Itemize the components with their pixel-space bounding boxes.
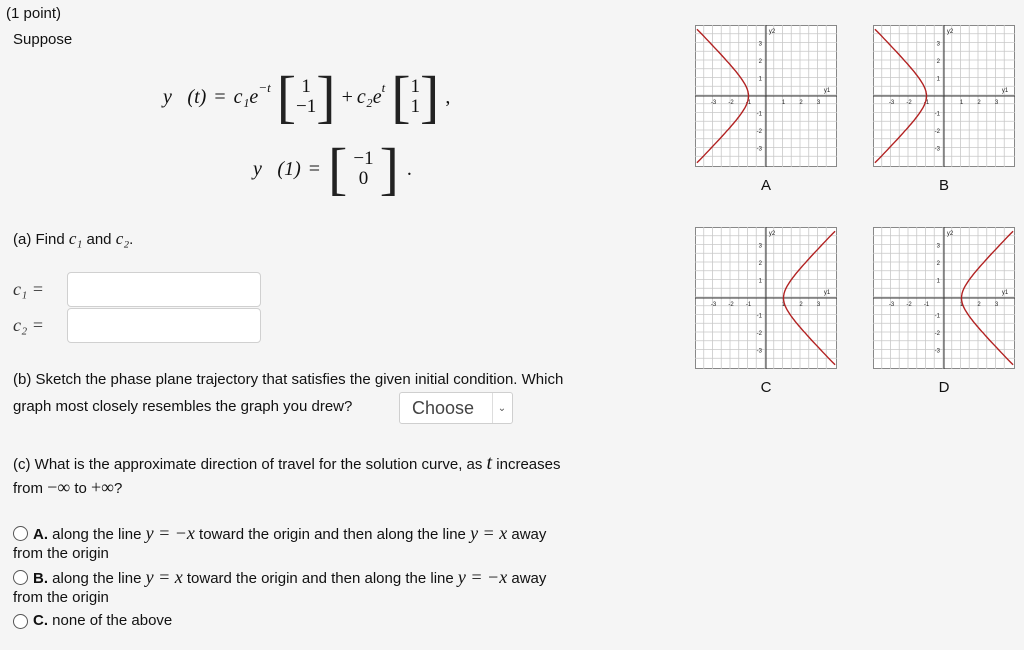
graph-b[interactable] <box>873 25 1015 167</box>
x-tick-label: 1 <box>781 100 786 106</box>
part-c-line2-pre: from <box>13 480 48 497</box>
option-b-line2: from the origin <box>13 589 109 606</box>
ic-lhs: y⃗(1) <box>253 157 301 180</box>
part-a-dot: . <box>129 231 134 248</box>
x-tick-label: 3 <box>816 302 821 308</box>
y-tick-label: 1 <box>758 76 762 83</box>
y-axis-label: y2 <box>768 29 776 35</box>
eq-exp2: t <box>381 80 386 95</box>
x-tick-label: -1 <box>923 100 930 106</box>
x-tick-label: -2 <box>728 100 734 106</box>
part-a-c2: c₂ <box>115 229 130 248</box>
option-c-text: none of the above <box>48 612 173 629</box>
solution-equation: y⃗(t) = c₁e $^{-t}$ [ 1 −1 ] + c₂e $^t$ [ 1 1 ] , <box>163 64 451 129</box>
y-tick-label: 3 <box>758 243 762 250</box>
part-c-line1 <box>13 452 560 475</box>
y-tick-label: -2 <box>934 129 940 135</box>
graph-c[interactable] <box>695 227 837 369</box>
y-tick-label: -1 <box>934 313 940 320</box>
suppose-text: Suppose <box>13 31 73 48</box>
ic-equals: = <box>308 157 321 180</box>
graph-d-label: D <box>938 379 950 396</box>
x-axis-label: y1 <box>1001 88 1009 94</box>
eigvec-2-top: 1 <box>410 76 421 97</box>
x-tick-label: 2 <box>799 302 803 308</box>
graph-b-label: B <box>938 177 949 194</box>
option-a-line1 <box>33 523 546 544</box>
x-tick-label: 2 <box>977 302 981 308</box>
x-tick-label: 1 <box>959 302 964 308</box>
x-tick-label: -3 <box>710 302 717 308</box>
c1-input[interactable] <box>67 272 261 307</box>
part-c-line1-post: increases <box>492 456 561 473</box>
y-tick-label: -1 <box>756 313 762 320</box>
x-tick-label: -3 <box>710 100 717 106</box>
graph-a-label: A <box>760 177 771 194</box>
part-c-to: to <box>70 480 92 497</box>
graph-d[interactable] <box>873 227 1015 369</box>
pos-inf: +∞ <box>91 477 114 497</box>
eq-equals: = <box>214 85 226 108</box>
y-tick-label: -2 <box>756 129 762 135</box>
option-c-radio[interactable] <box>13 614 28 629</box>
y-axis-label: y2 <box>768 231 776 237</box>
option-a-pre: along the line <box>48 526 146 543</box>
x-tick-label: -1 <box>923 302 930 308</box>
option-b-letter: B. <box>33 570 48 587</box>
y-tick-label: -2 <box>756 331 762 337</box>
chevron-down-icon: ⌄ <box>492 393 511 423</box>
option-b-line1 <box>33 567 546 588</box>
y-tick-label: 1 <box>936 278 940 285</box>
option-b-m1: y = x <box>145 567 183 587</box>
x-axis-label: y1 <box>1001 290 1009 296</box>
part-b-line2: graph most closely resembles the graph you drew? <box>13 398 353 415</box>
ic-bot: 0 <box>358 168 369 189</box>
eigvec-1-bot: −1 <box>296 96 317 117</box>
c1-label: c₁ = <box>13 279 44 299</box>
y-tick-label: -3 <box>756 348 762 355</box>
x-tick-label: -2 <box>906 302 912 308</box>
eq-c1-term: c₁e <box>233 85 259 108</box>
part-a-prompt <box>13 229 133 249</box>
option-a-letter: A. <box>33 526 48 543</box>
y-tick-label: 3 <box>936 41 940 48</box>
x-tick-label: -1 <box>745 302 752 308</box>
graph-select[interactable] <box>399 392 513 424</box>
x-tick-label: 2 <box>799 100 803 106</box>
y-tick-label: -3 <box>756 146 762 153</box>
y-axis-label: y2 <box>946 29 954 35</box>
y-tick-label: 2 <box>758 261 762 267</box>
option-b-radio[interactable] <box>13 570 28 585</box>
y-tick-label: 1 <box>758 278 762 285</box>
x-tick-label: -3 <box>888 302 895 308</box>
option-a-radio[interactable] <box>13 526 28 541</box>
option-b-post: away <box>507 570 547 587</box>
x-tick-label: -1 <box>745 100 752 106</box>
y-tick-label: 2 <box>936 261 940 267</box>
x-tick-label: -2 <box>906 100 912 106</box>
y-tick-label: 3 <box>758 41 762 48</box>
y-tick-label: 1 <box>936 76 940 83</box>
x-tick-label: 1 <box>781 302 786 308</box>
initial-condition: y⃗(1) = [ −1 0 ] . <box>253 136 412 201</box>
option-a-m1: y = −x <box>145 523 195 543</box>
part-c-line2-post: ? <box>114 480 123 497</box>
eq-c2-term: c₂e <box>356 85 382 108</box>
part-c-t: t <box>486 452 493 474</box>
x-axis-label: y1 <box>823 88 831 94</box>
eigvec-2-bot: 1 <box>410 96 421 117</box>
option-a-mid: toward the origin and then along the line <box>194 526 471 543</box>
x-tick-label: 2 <box>977 100 981 106</box>
option-b-mid: toward the origin and then along the line <box>182 570 458 587</box>
x-tick-label: 3 <box>816 100 821 106</box>
y-tick-label: 2 <box>758 59 762 65</box>
option-a-post: away <box>507 526 547 543</box>
part-b-line1: (b) Sketch the phase plane trajectory that satisfies the given initial condition. Which <box>13 371 564 388</box>
x-tick-label: -3 <box>888 100 895 106</box>
option-a-line2: from the origin <box>13 545 109 562</box>
part-a-prompt-pre: (a) Find <box>13 231 69 248</box>
c2-label: c₂ = <box>13 315 44 335</box>
y-tick-label: 3 <box>936 243 940 250</box>
x-axis-label: y1 <box>823 290 831 296</box>
ic-vector <box>353 149 373 189</box>
eq-exp1: −t <box>258 80 271 95</box>
part-c-line1-pre: (c) What is the approximate direction of travel for the solution curve, as <box>13 456 487 473</box>
y-tick-label: -1 <box>756 111 762 118</box>
points-label: (1 point) <box>6 5 62 22</box>
part-a-c1: c₁ <box>68 229 83 248</box>
y-tick-label: -2 <box>934 331 940 337</box>
y-axis-label: y2 <box>946 231 954 237</box>
y-tick-label: -1 <box>934 111 940 118</box>
x-tick-label: 1 <box>959 100 964 106</box>
ic-top: −1 <box>353 148 374 169</box>
ic-period: . <box>406 157 412 180</box>
part-c-line2 <box>13 477 122 498</box>
eq-plus: + <box>341 85 353 108</box>
y-tick-label: -3 <box>934 146 940 153</box>
eigvec-2 <box>411 77 421 117</box>
x-tick-label: 3 <box>994 100 999 106</box>
graph-c-label: C <box>760 379 772 396</box>
option-c-letter: C. <box>33 612 48 629</box>
graph-a[interactable] <box>695 25 837 167</box>
eigvec-1-top: 1 <box>301 76 311 97</box>
x-tick-label: 3 <box>994 302 999 308</box>
eq-comma: , <box>445 85 451 108</box>
part-a-and: and <box>82 231 116 248</box>
y-tick-label: -3 <box>934 348 940 355</box>
y-tick-label: 2 <box>936 59 940 65</box>
x-tick-label: -2 <box>728 302 734 308</box>
neg-inf: −∞ <box>47 477 71 497</box>
c2-input[interactable] <box>67 308 261 343</box>
option-b-pre: along the line <box>48 570 146 587</box>
eigvec-1 <box>296 77 316 117</box>
eq-lhs: y⃗(t) <box>163 85 207 108</box>
option-a-m2: y = x <box>470 523 508 543</box>
option-c-line1 <box>33 612 172 629</box>
option-b-m2: y = −x <box>457 567 508 587</box>
graph-select-value: Choose <box>412 397 475 418</box>
